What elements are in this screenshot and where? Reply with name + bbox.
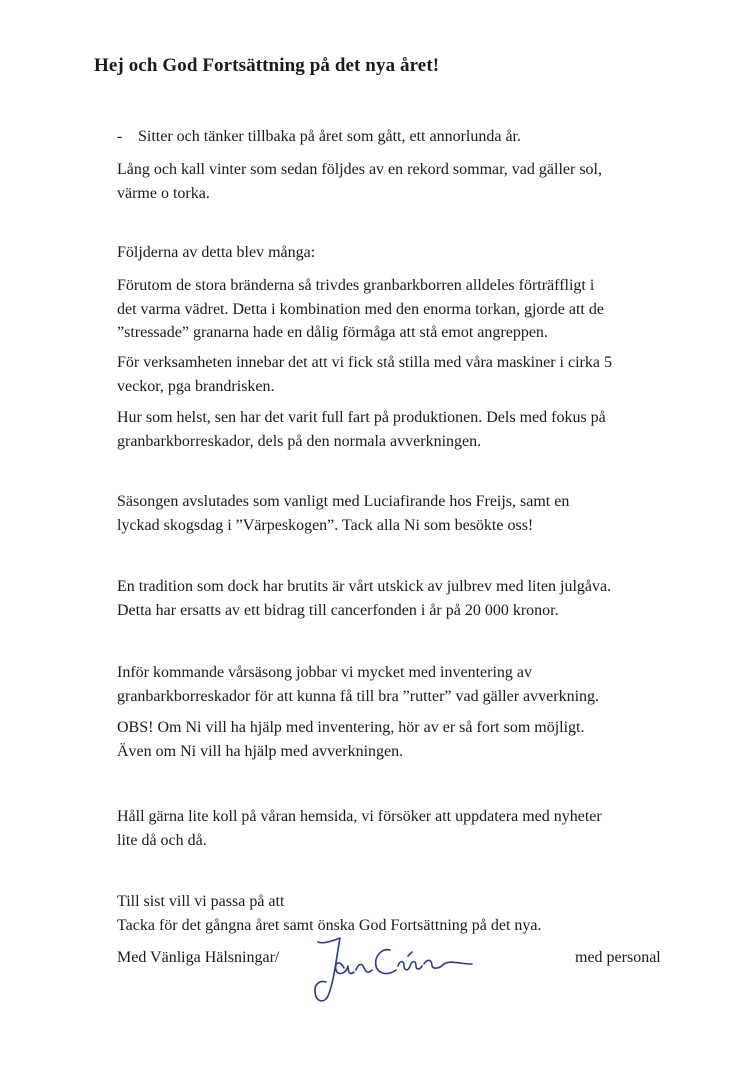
- paragraph-website: [117, 805, 697, 852]
- text-line: Även om Ni vill ha hjälp med avverkningen.: [117, 742, 404, 760]
- text-line: det varma vädret. Detta i kombination med den enorma torkan, gjorde att de: [117, 300, 604, 318]
- text-line: granbarkborreskador, dels på den normala avverkningen.: [117, 432, 482, 450]
- closing-signoff: [575, 946, 695, 970]
- text-line: Inför kommande vårsäsong jobbar vi mycket med inventering av: [117, 664, 532, 681]
- text-line: Följderna av detta blev många:: [117, 244, 316, 261]
- text-line: med personal: [575, 949, 661, 966]
- text-line: ”stressade” granarna hade en dålig förmåga att stå emot angreppen.: [117, 324, 548, 341]
- text-line: Tacka för det gångna året samt önska God Fortsättning på det nya.: [117, 916, 542, 934]
- bullet-paragraph: [138, 125, 718, 149]
- text-line: lyckad skogsdag i ”Värpeskogen”. Tack alla Ni som besökte oss!: [117, 516, 534, 534]
- text-line: OBS! Om Ni vill ha hjälp med inventering, hör av er så fort som möjligt.: [117, 719, 585, 736]
- text-line: Sitter och tänker tillbaka på året som gått, ett annorlunda år.: [138, 128, 521, 145]
- text-line: Förutom de stora bränderna så trivdes granbarkborren alldeles förträffligt i: [117, 277, 595, 294]
- handwritten-signature-icon: [300, 930, 490, 1010]
- text-line: granbarkborreskador för att kunna få till bra ”rutter” vad gäller avverkning.: [117, 687, 600, 705]
- text-line: Detta har ersatts av ett bidrag till cancerfonden i år på 20 000 kronor.: [117, 601, 559, 619]
- text-line: veckor, pga brandrisken.: [117, 377, 275, 395]
- text-line: Håll gärna lite koll på våran hemsida, vi försöker att uppdatera med nyheter: [117, 808, 602, 825]
- paragraph-tradition: [117, 575, 697, 622]
- text-line: En tradition som dock har brutits är vårt utskick av julbrev med liten julgåva.: [117, 578, 612, 595]
- paragraph-weather: [117, 158, 697, 205]
- letter-title: Hej och God Fortsättning på det nya året!: [94, 55, 440, 76]
- paragraph-obs: [117, 716, 697, 763]
- paragraph-spring-season: [117, 661, 697, 708]
- text-line: För verksamheten innebar det att vi fick stå stilla med våra maskiner i cirka 5: [117, 354, 612, 371]
- text-line: Säsongen avslutades som vanligt med Luciafirande hos Freijs, samt en: [117, 493, 570, 510]
- text-line: värme o torka.: [117, 184, 210, 202]
- text-line: Till sist vill vi passa på att: [117, 893, 285, 910]
- bullet-marker: -: [117, 128, 123, 145]
- text-line: lite då och då.: [117, 831, 207, 849]
- paragraph-season-end: [117, 490, 697, 537]
- text-line: Hur som helst, sen har det varit full fart på produktionen. Dels med fokus på: [117, 409, 606, 426]
- paragraph-bark-beetle: [117, 274, 697, 345]
- text-line: Lång och kall vinter som sedan följdes av en rekord sommar, vad gäller sol,: [117, 161, 602, 178]
- text-line: Med Vänliga Hälsningar/: [117, 949, 280, 966]
- paragraph-fire-risk: [117, 351, 697, 398]
- paragraph-consequences-intro: [117, 241, 697, 265]
- paragraph-production: [117, 406, 697, 453]
